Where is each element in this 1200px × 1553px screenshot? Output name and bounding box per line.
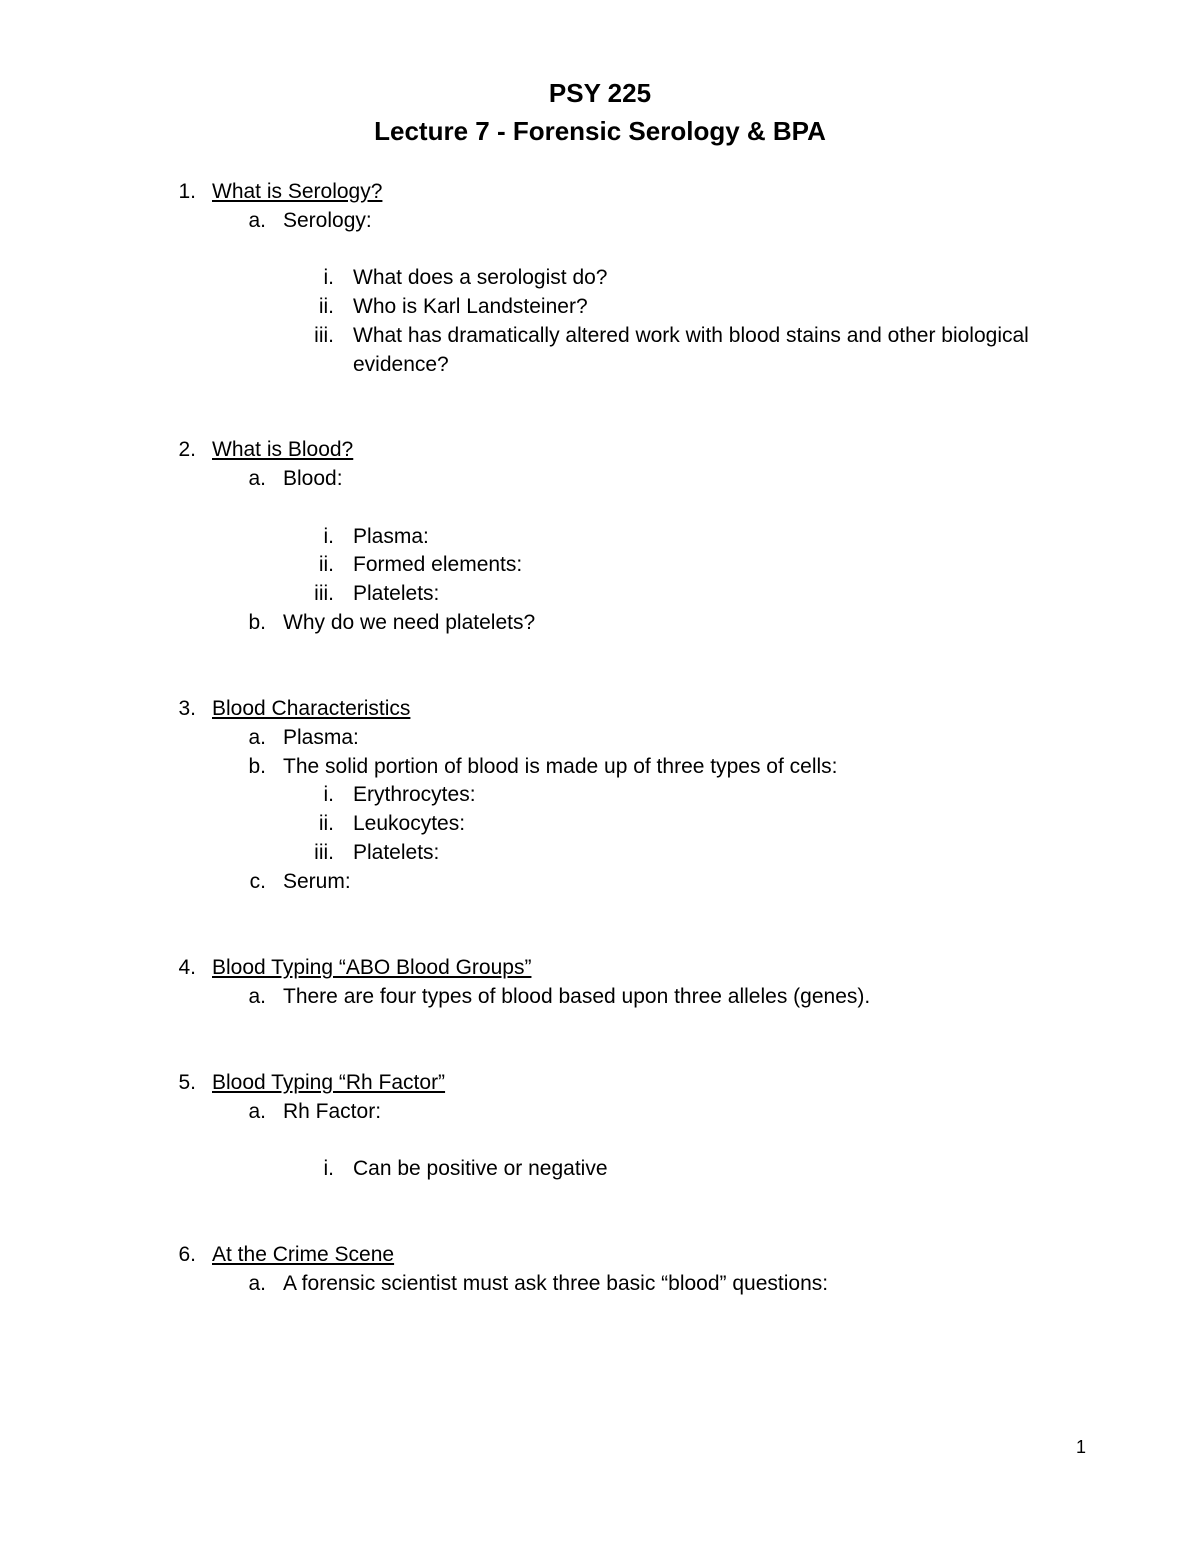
item-text: Serum: [283, 870, 351, 893]
roman-label: iii. [314, 582, 334, 605]
section-heading: At the Crime Scene [212, 1243, 395, 1266]
roman-label: iii. [314, 324, 334, 347]
roman-label: i. [323, 525, 334, 548]
subitem-text: What has dramatically altered work with blood stains and other biological [353, 324, 1029, 347]
course-title: PSY 225 [548, 78, 652, 108]
section-number: 2. [178, 438, 196, 461]
section-heading: Blood Typing “Rh Factor” [212, 1071, 446, 1094]
section-heading: Blood Characteristics [212, 697, 411, 720]
subitem-text: Can be positive or negative [353, 1157, 608, 1180]
subitem-text: Platelets: [353, 841, 440, 864]
item-label: b. [248, 611, 266, 634]
item-text: The solid portion of blood is made up of three types of cells: [283, 755, 838, 778]
item-label: a. [248, 209, 266, 232]
roman-label: i. [323, 266, 334, 289]
lecture-title: Lecture 7 - Forensic Serology & BPA [374, 116, 826, 146]
section-number: 4. [178, 956, 196, 979]
item-label: a. [248, 985, 266, 1008]
roman-label: iii. [314, 841, 334, 864]
section-number: 1. [178, 180, 196, 203]
item-label: b. [248, 755, 266, 778]
section-heading: What is Serology? [212, 180, 383, 203]
section-number: 6. [178, 1243, 196, 1266]
subitem-text: Who is Karl Landsteiner? [353, 295, 588, 318]
item-label: a. [248, 467, 266, 490]
item-text: Blood: [283, 467, 343, 490]
item-label: a. [248, 726, 266, 749]
item-text: Plasma: [283, 726, 359, 749]
page-number: 1 [1076, 1437, 1087, 1457]
roman-label: ii. [318, 553, 334, 576]
item-text: Why do we need platelets? [283, 611, 536, 634]
section-heading: What is Blood? [212, 438, 354, 461]
subitem-text: Formed elements: [353, 553, 523, 576]
roman-label: i. [323, 783, 334, 806]
item-text: There are four types of blood based upon three alleles (genes). [283, 985, 871, 1008]
section-number: 3. [178, 697, 196, 720]
roman-label: i. [323, 1157, 334, 1180]
section-number: 5. [178, 1071, 196, 1094]
roman-label: ii. [318, 295, 334, 318]
section-heading: Blood Typing “ABO Blood Groups” [212, 956, 532, 979]
item-label: c. [249, 870, 266, 893]
subitem-text: Erythrocytes: [353, 783, 476, 806]
subitem-text-continued: evidence? [353, 353, 449, 376]
item-text: A forensic scientist must ask three basic “blood” questions: [283, 1272, 829, 1295]
item-label: a. [248, 1100, 266, 1123]
item-label: a. [248, 1272, 266, 1295]
subitem-text: Plasma: [353, 525, 429, 548]
subitem-text: Leukocytes: [353, 812, 466, 835]
roman-label: ii. [318, 812, 334, 835]
subitem-text: What does a serologist do? [353, 266, 608, 289]
subitem-text: Platelets: [353, 582, 440, 605]
item-text: Serology: [283, 209, 372, 232]
item-text: Rh Factor: [283, 1100, 382, 1123]
